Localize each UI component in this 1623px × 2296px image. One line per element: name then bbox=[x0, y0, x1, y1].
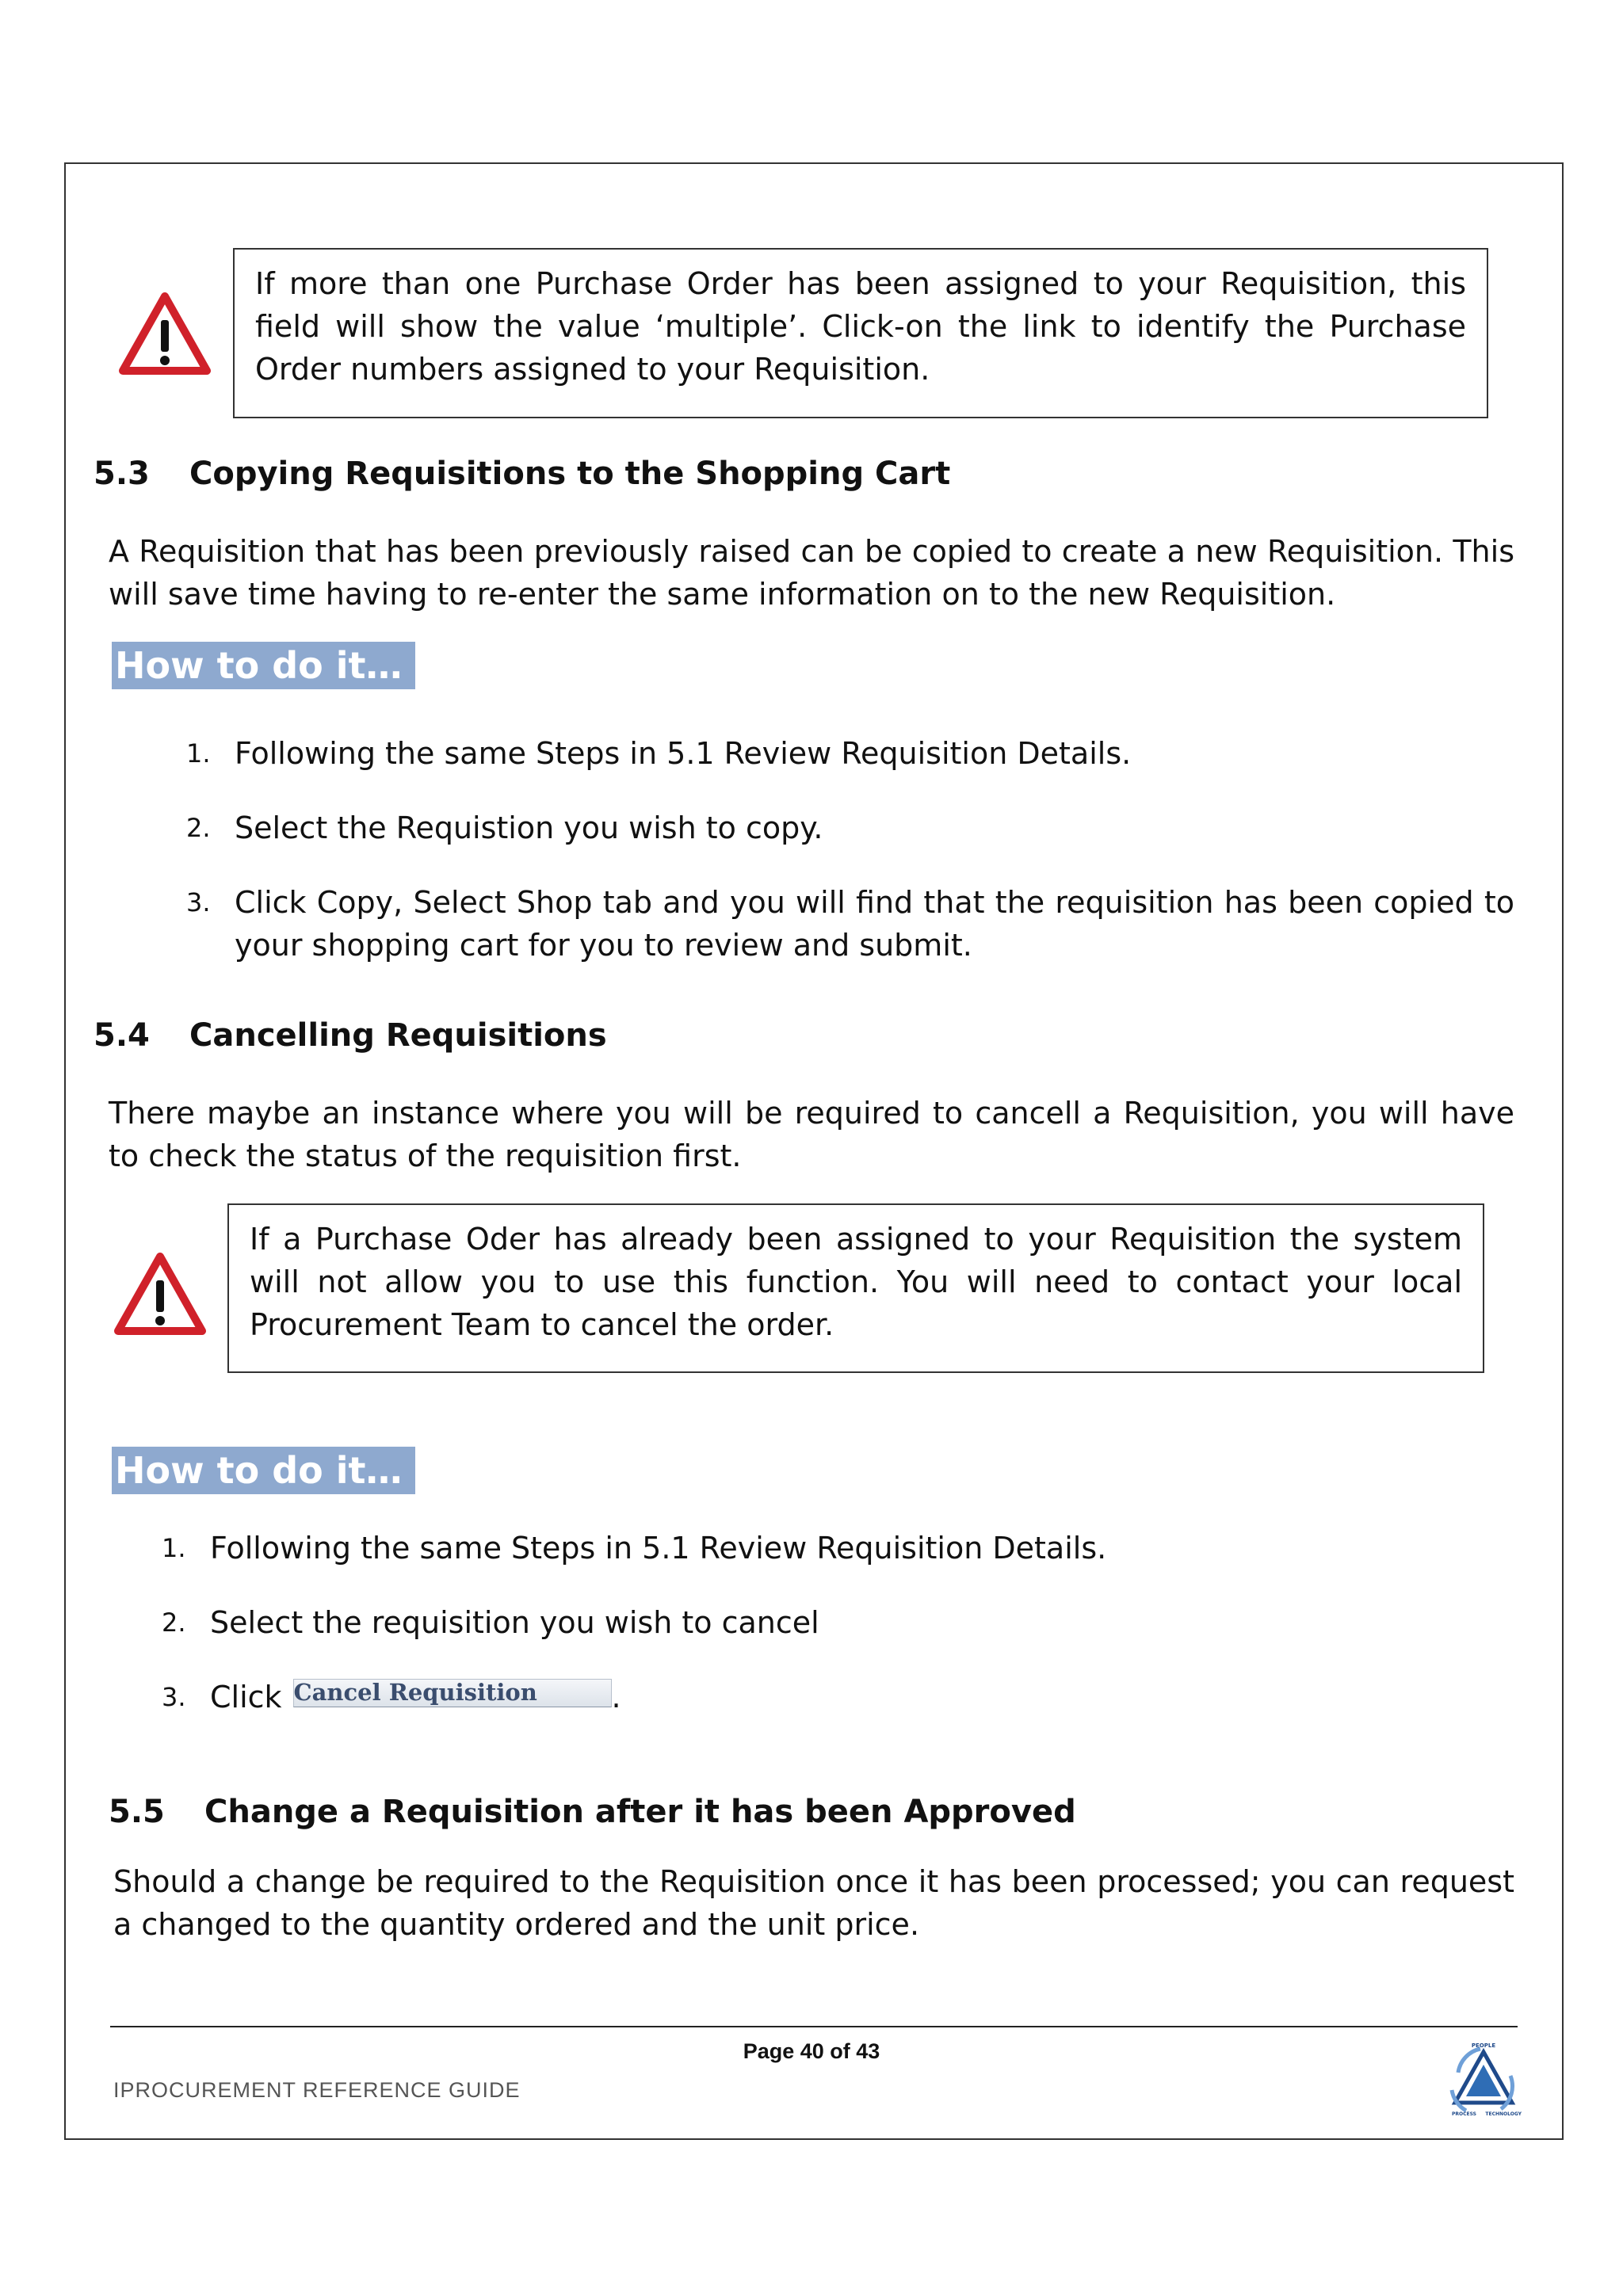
section-body-5-5: Should a change be required to the Requisition once it has been processed; you can request a changed to the quantity ordered and the unit price. bbox=[113, 1864, 1514, 1942]
section-body-5-3: A Requisition that has been previously raised can be copied to create a new Requisition. This will save time having to re-enter the same information on to the new Requisition. bbox=[109, 534, 1514, 612]
section-heading-5-3 bbox=[94, 452, 950, 495]
how-to-label: How to do it… bbox=[115, 644, 403, 687]
page-number: Page 40 of 43 bbox=[743, 2039, 880, 2063]
warning-note-text: If more than one Purchase Order has been assigned to your Requisition, this field will show the value ‘multiple’. Click-on the link to identify the Purchase Order numbers assigned to your Requisition. bbox=[255, 266, 1466, 387]
logo-word-process: PROCESS bbox=[1452, 2111, 1476, 2117]
section-title: Copying Requisitions to the Shopping Cart bbox=[189, 456, 951, 492]
list-item bbox=[162, 1676, 1514, 1718]
step-text-end: . bbox=[611, 1680, 621, 1714]
step-text: Click Copy, Select Shop tab and you will find that the requisition has been copied to your shopping cart for you to review and submit. bbox=[235, 885, 1514, 963]
list-item bbox=[186, 881, 1514, 967]
step-text: Click bbox=[210, 1680, 282, 1714]
section-heading-5-4 bbox=[94, 1014, 607, 1057]
list-item bbox=[162, 1527, 1514, 1569]
step-number: 2. bbox=[186, 813, 211, 843]
how-to-banner bbox=[112, 1447, 415, 1494]
cancel-requisition-button[interactable]: Cancel Requisition bbox=[293, 1679, 612, 1707]
section-number: 5.5 bbox=[109, 1794, 165, 1830]
warning-icon bbox=[113, 1252, 207, 1337]
section-number: 5.4 bbox=[94, 1017, 150, 1054]
step-number: 1. bbox=[162, 1533, 186, 1563]
step-number: 2. bbox=[162, 1608, 186, 1638]
step-number: 3. bbox=[162, 1682, 186, 1712]
step-number: 1. bbox=[186, 738, 211, 769]
how-to-banner bbox=[112, 642, 415, 689]
warning-note-cancel bbox=[227, 1203, 1484, 1373]
list-item bbox=[162, 1601, 1514, 1644]
section-number: 5.3 bbox=[94, 456, 150, 492]
people-process-technology-logo-icon bbox=[1444, 2041, 1523, 2117]
section-title: Cancelling Requisitions bbox=[189, 1017, 607, 1054]
section-body-5-4: There maybe an instance where you will be required to cancell a Requisition, you will have to check the status of the requisition first. bbox=[109, 1096, 1514, 1173]
step-text: Following the same Steps in 5.1 Review Requisition Details. bbox=[210, 1531, 1107, 1566]
logo-word-people: PEOPLE bbox=[1471, 2042, 1496, 2049]
section-title: Change a Requisition after it has been Approved bbox=[204, 1794, 1076, 1830]
footer-doc-title: IPROCUREMENT REFERENCE GUIDE bbox=[113, 2078, 521, 2102]
step-text: Select the requisition you wish to cancel bbox=[210, 1605, 819, 1640]
warning-note-multiple-po bbox=[233, 248, 1488, 418]
how-to-label: How to do it… bbox=[115, 1449, 403, 1492]
warning-note-text: If a Purchase Oder has already been assigned to your Requisition the system will not allow you to use this function. You will need to contact your local Procurement Team to cancel the order. bbox=[250, 1222, 1462, 1342]
list-item bbox=[186, 807, 1514, 849]
step-text: Select the Requistion you wish to copy. bbox=[235, 810, 823, 845]
step-text: Following the same Steps in 5.1 Review Requisition Details. bbox=[235, 736, 1132, 771]
list-item bbox=[186, 732, 1514, 775]
warning-icon bbox=[118, 292, 212, 377]
step-number: 3. bbox=[186, 887, 211, 917]
footer-divider bbox=[110, 2026, 1518, 2027]
section-heading-5-5 bbox=[109, 1791, 1076, 1833]
logo-word-technology: TECHNOLOGY bbox=[1485, 2111, 1522, 2117]
